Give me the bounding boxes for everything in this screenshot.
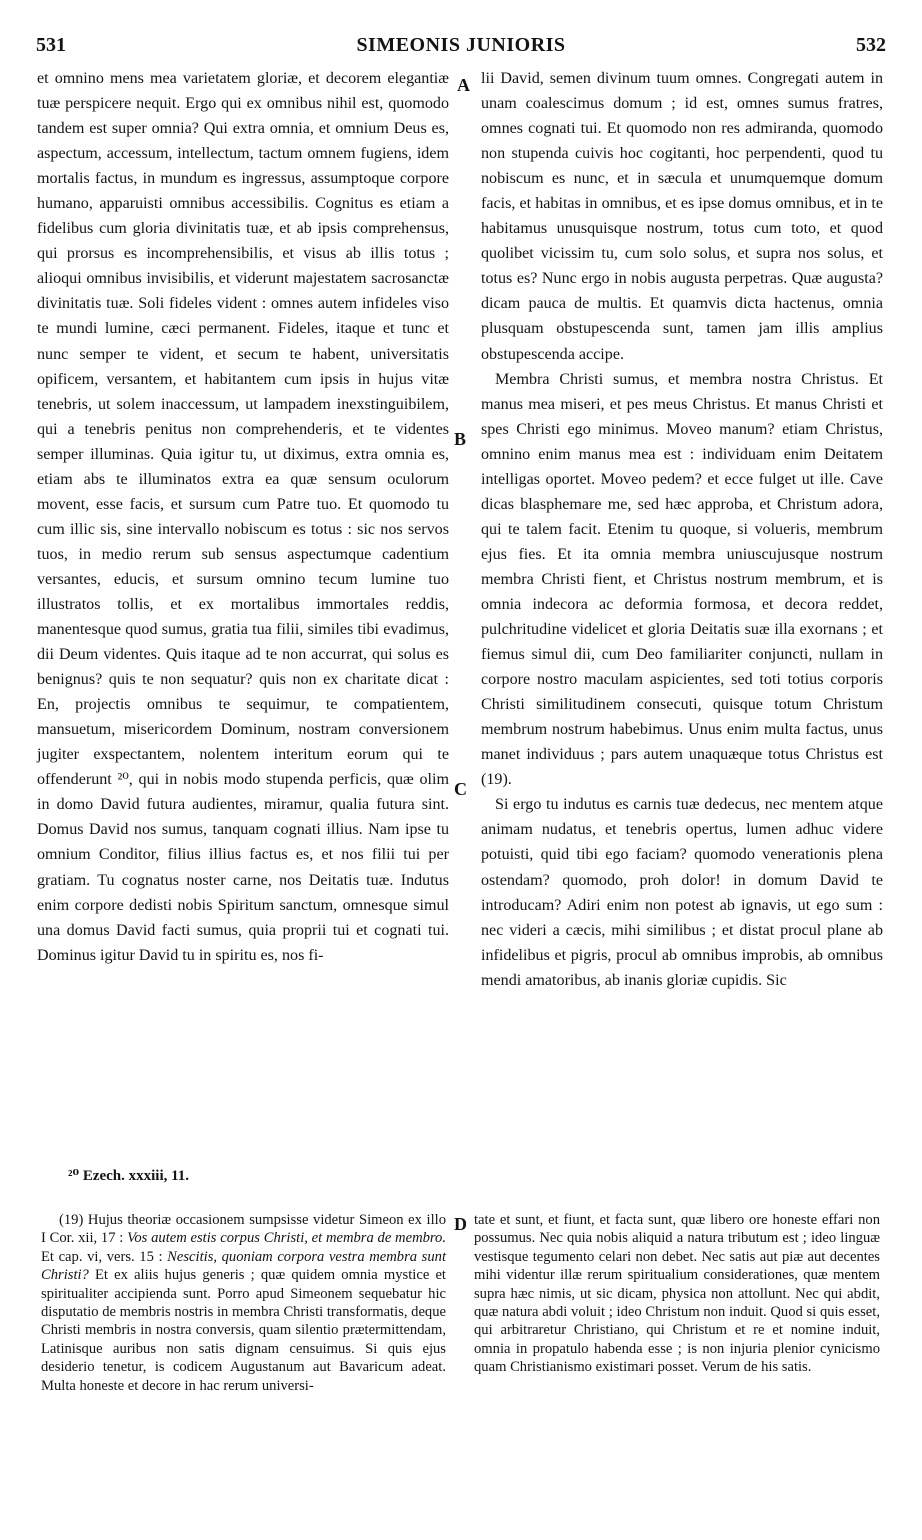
endnote-quote-1: Vos autem estis corpus Christi, et membra de membro. [127, 1230, 446, 1247]
left-column-text: et omnino mens mea varietatem gloriæ, et decorem elegantiæ tuæ perspicere nequit. Ergo qui ex omnibus nihil est, quomodo tandem est super omnia? Qui extra omnia, et omnium Deus es, aspectum, accessum, intellectum, tactum omnem fugiens, idem mortalis factus, in mundum es ingressus, assumptoque corpore humano, apparuisti omnibus accessibilis. Cognitus es etiam a fidelibus cum gloria divinitatis tuæ, et ab ipsis comprehensus, qui prorsus es incomprehensibilis, et visus ab illis totus ; alioqui omnibus invisibilis, et viderunt majestatem sacrosanctæ divinitatis tuæ. Soli fideles vident : omnes autem infideles viso te mundi lumine, cæci permanent. Fideles, itaque et tunc et nunc semper te vident, et secum te habent, universitatis opificem, versantem, et habitantem cum ipsis in hujus vitæ tenebris, ut solem inaccessum, ut lampadem inexstinguibilem, qui a tenebris penitus non comprehenderis, et te videntes semper illuminas. Quia igitur tu, ut diximus, extra omnia es, etiam abs te illuminatos extra ea quæ sensum oculorum movent, esse facis, et sursum cum Patre tuo. Et quomodo tu cum illic sis, sine intervallo nobiscum es totus : sic nos servos tuos, in medio rerum sub sensus aspectumque cadentium versantes, educis, et sursum omnino tecum lumine tuo illustratos tollis, et ex mortalibus immortales reddis, manentesque quod sumus, gratia tua filii, similes tibi evadimus, dii Deum videntes. Quis itaque ad te non accurrat, qui solus es benignus? quis te non sequatur? quis non ex charitate dicat : En, projectis omnibus te sequimur, te compatientem, mansuetum, misericordem Dominum, nostram conversionem jugiter exspectantem, nolentem interitum eorum qui te offenderunt ²⁰, qui in nobis modo stupenda perficis, quæ olim in domo David futura audientes, miramur, qualia futura sint. Domus David nos sumus, tanquam cognati illius. Nam ipse tu omnium Conditor, filius illius factus es, et nos filii tui per gratiam. Tu cognatus noster carne, nos Deitatis tuæ. Indutus enim corpore dedisti nobis Spiritum sanctum, omnesque simul una domus David facti sumus, quia proprii tui et cognati tui. Dominus igitur David tu in spiritu es, nos fi- [37, 70, 449, 964]
right-column [481, 66, 883, 993]
endnote-text-2: Et cap. vi, vers. 15 : [41, 1248, 168, 1265]
scripture-footnote: ²⁰ Ezech. xxxiii, 11. [68, 1168, 190, 1184]
running-header [36, 34, 886, 66]
right-paragraph-2: Membra Christi sumus, et membra nostra Christus. Et manus mea miseri, et pes meus Christus. Et manus Christi et spes Christi ego minimus. Moveo manum? etiam Christus, omnino enim manus mea est : individuam enim Deitatem intelligas oportet. Moveo pedem? et ecce fulget ut ille. Cave dicas blasphemare me, sed hæc approba, et Christum adora, qui te talem facit. Etenim tu quoque, si volueris, membrum ejus fies. Et ita omnia membra uniuscujusque nostrum membra Christi fient, et Christus nostrum membrum, et is omnia indecora ac deformia formosa, et decora reddet, pulchritudine videlicet et gloria Deitatis suæ illa exornans ; et fiemus simul dii, cum Deo familiariter conjuncti, nullam in corpore nostro maculam aspicientes, sed toti totius corporis Christi similitudinem consecuti, quisque totum Christum membrum nostrum habebimus. Unus enim multa factus, unus manet individuus ; pars autem unaquæque totus Christus est (19). [481, 370, 883, 789]
endnote-left-column [41, 1211, 446, 1395]
endnote-text-1: (19) Hujus theoriæ occasionem sumpsisse videtur Simeon ex illo I Cor. xii, 17 : [41, 1212, 446, 1247]
section-marker-c: C [454, 779, 467, 799]
endnote-text-3: Et ex aliis hujus generis ; quæ quidem omnia mystice et spiritualiter accipienda sunt. Porro apud Simeonem sequebatur hic disputatio de membris nostris in membra Christi transformatis, deque Christi membris in nostra conversis, quam silentio prætermittendam, Latinisque auribus non satis dignam censuimus. Si quis ejus desiderio tenetur, is codicem Augustanum aut Bavaricum adeat. Multa honeste et decore in hac rerum universi- [41, 1267, 446, 1394]
right-paragraph-3: Si ergo tu indutus es carnis tuæ dedecus, nec mentem atque animam nudatus, et tenebris opertus, lumen adhuc videre potuisti, quid tibi ego faciam? quomodo venerationis plena ostendam? quomodo, proh dolor! in domum David te introducam? Adiri enim non potest ab ignavis, ut ego sum : nec videri a cæcis, mihi similibus ; et distat procul plane ab infidelibus et pigris, procul ab omnibus improbis, ab omnibus mendi amatoribus, ab inanis gloriæ cupidis. Sic [481, 796, 883, 989]
endnote-continuation: tate et sunt, et fiunt, et facta sunt, quæ libero ore honeste effari non possumus. Nec quia nobis aliquid a natura tributum est ; ideo linguæ vestisque tegumento celari non debet. Nec satis aut piæ aut decentes mihi videntur illæ rerum spiritualium considerationes, quæ mentem supra hæc nimis, ut sic dicam, physica non attollunt. Nec qui abdit, quæ natura abdi voluit ; ideo Christum non induit. Quod si quis esset, qui arbitraretur Christiano, qui Christum et re et nomine induit, omnia in propatulo habenda esse ; is non injuria plenior cynicismo quam Christianismo existimari posset. Verum de his satis. [474, 1212, 880, 1376]
section-marker-d: D [454, 1214, 467, 1234]
running-title: SIMEONIS JUNIORIS [356, 34, 566, 56]
page-number-left: 531 [36, 34, 66, 56]
endnote-19 [41, 1211, 446, 1395]
endnote-right-column [474, 1211, 880, 1377]
page-number-right: 532 [856, 34, 886, 56]
right-paragraph-1: lii David, semen divinum tuum omnes. Congregati autem in unam coalescimus domum ; id est, omnes sumus fratres, omnes cognati tui. Et quomodo non res admiranda, quomodo non stupenda cuivis hoc cogitanti, hoc perpendenti, quod tu nobiscum es nunc, et in sæcula et unumquemque domum facis, et habitas in omnibus, et es ipse domus omnibus, et in te habitamus unusquisque nostrum, totus cum toto, et quod quolibet vicissim tu, cum solo solus, et supra nos solus, et totus es? Nunc ergo in nobis augusta perpetras. Quæ augusta? dicam pauca de multis. Et quamvis dicta hactenus, omnia plusquam obstupescenda sunt, tamen jam illis amplius obstupescenda accipe. [481, 70, 883, 363]
section-marker-a: A [457, 75, 470, 95]
left-column [37, 66, 449, 968]
endnote-quote-2: Nescitis, quoniam corpora vestra membra sunt Christi? [41, 1248, 446, 1284]
section-marker-b: B [454, 429, 467, 449]
